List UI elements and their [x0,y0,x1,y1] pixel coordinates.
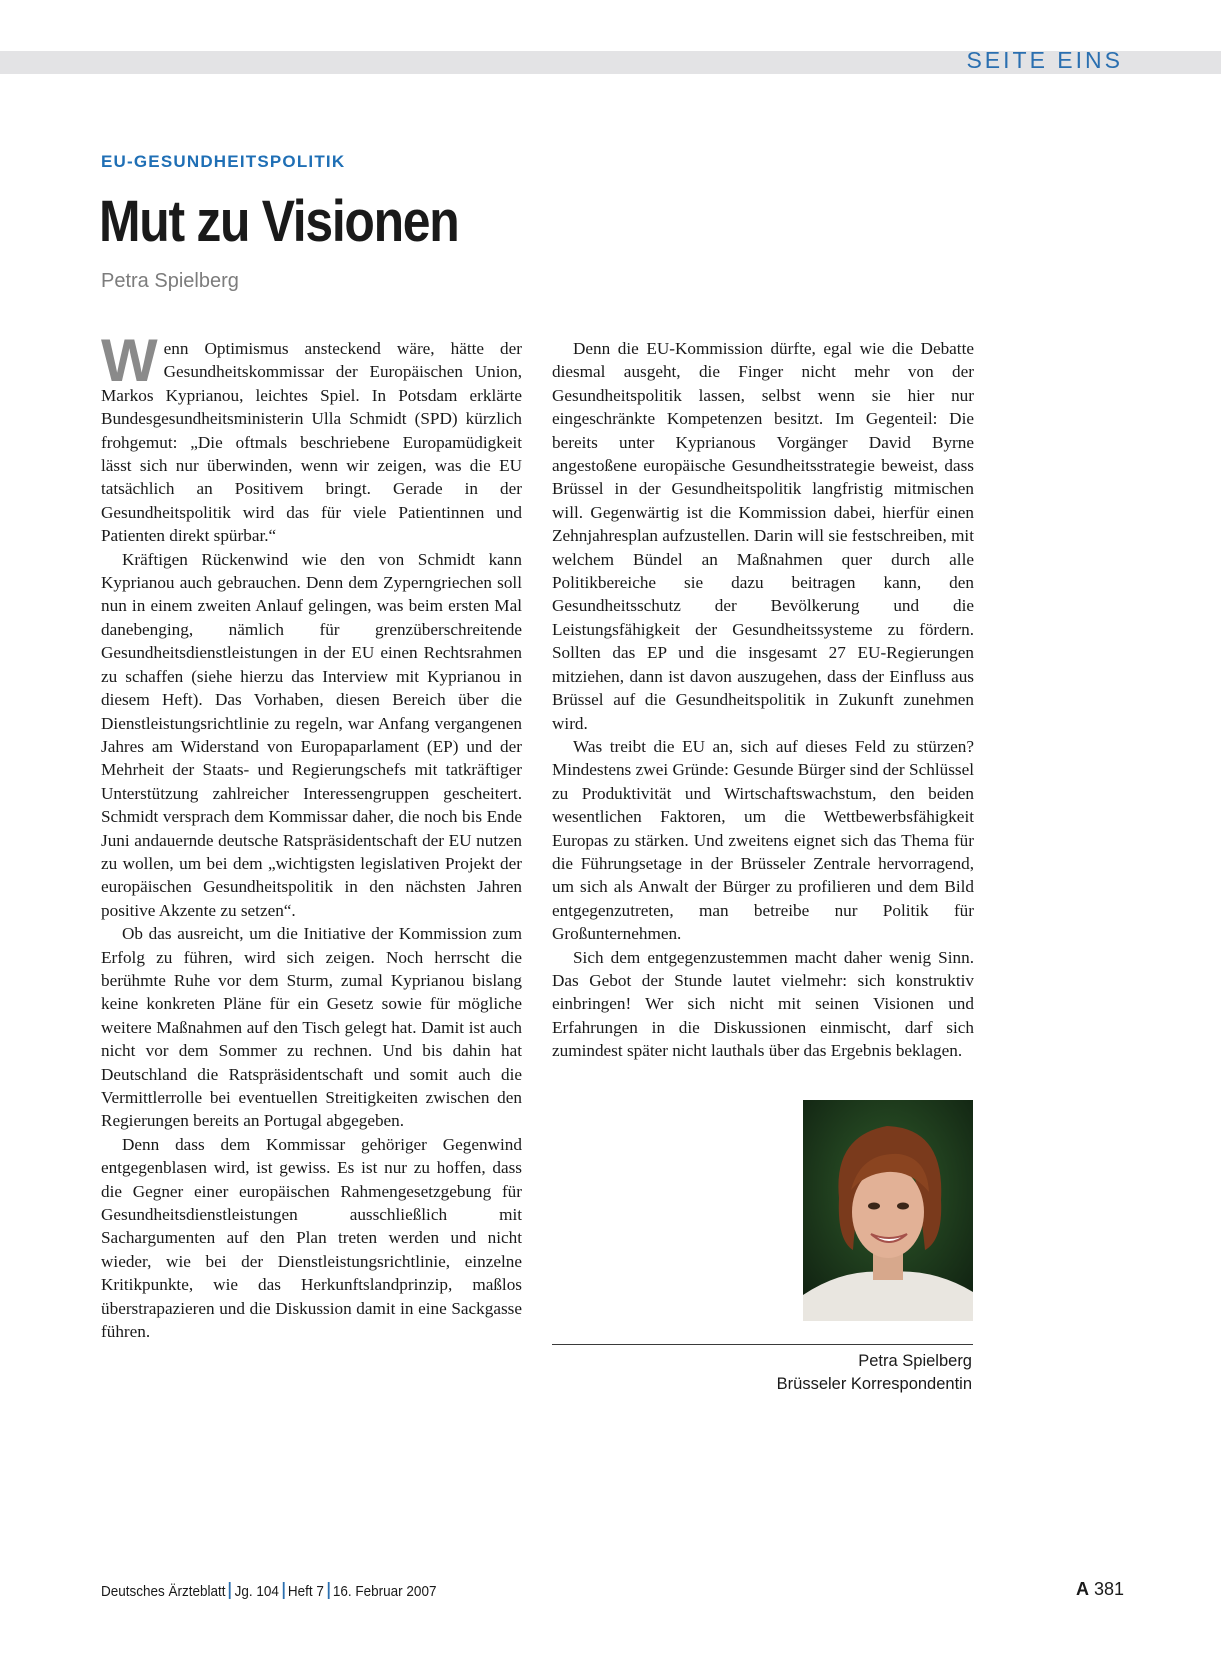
paragraph: Sich dem entgegenzustemmen macht daher wenig Sinn. Das Gebot der Stunde lautet vielmehr: sich konstruktiv einbringen! Wer sich nicht mit seinen Visionen und Erfahrungen in die Diskussionen einmischt, darf sich zumindest später nicht lauthals über das Ergebnis beklagen. [552,947,974,1061]
page-number-value: 381 [1093,1579,1124,1599]
article-column-left [101,327,522,1343]
volume: Jg. 104 [234,1583,279,1600]
section-label: SEITE EINS [966,47,1123,73]
paragraph-text: enn Optimismus ansteckend wäre, hätte der Gesundheitskommissar der Europäischen Union, Markos Kyprianou, leichtes Spiel. In Potsdam erklärte Bundesgesundheitsministerin Ulla Schmidt (SPD) kürzlich frohgemut: „Die oftmals beschriebene Europamüdigkeit lässt sich nur überwinden, wenn wir zeigen, was die EU tatsächlich an Positivem bringt. Gerade in der Gesundheitspolitik wird das für viele Patientinnen und Patienten direkt spürbar.“ [101,339,522,546]
caption-role: Brüsseler Korrespondentin [776,1375,972,1393]
caption-rule [552,1344,973,1345]
page-prefix: A [1075,1579,1089,1599]
footer-citation [101,1582,436,1600]
paragraph: Kräftigen Rückenwind wie den von Schmidt kann Kyprianou auch gebrauchen. Denn dem Zyperngriechen soll nun in einem zweiten Anlauf gelingen, was beim ersten Mal danebenging, nämlich für grenzüberschreitende Gesundheitsdienstleistungen in der EU einen Rechtsrahmen zu schaffen (siehe hierzu das Interview mit Kyprianou in diesem Heft). Das Vorhaben, diesen Bereich über die Dienstleistungsrichtlinie zu regeln, war Anfang vergangenen Jahres am Widerstand von Europaparlament (EP) und der Mehrheit der Staats- und Regierungschefs mit tatkräftiger Unterstützung zahlreicher Interessengruppen gescheitert. Schmidt versprach dem Kommissar daher, die noch bis Ende Juni andauernde deutsche Ratspräsidentschaft der EU nutzen zu wollen, um bei dem „wichtigsten legislativen Projekt der europäischen Gesundheitspolitik in den nächsten Jahren positive Akzente zu setzen“. [101,549,522,920]
article-kicker: EU-GESUNDHEITSPOLITIK [101,152,346,171]
publication-name: Deutsches Ärzteblatt [101,1583,226,1600]
footer-separator [282,1582,284,1599]
footer-separator [229,1582,231,1599]
author-photo [803,1100,973,1321]
author-portrait-image [803,1100,973,1321]
paragraph: Denn die EU-Kommission dürfte, egal wie die Debatte diesmal ausgeht, die Finger nicht mehr von der Gesundheitspolitik lassen, selbst wenn sie hier nur eingeschränkte Kompetenzen besitzt. Im Gegenteil: Die bereits unter Kyprianous Vorgänger David Byrne angestoßene europäische Gesundheitsstrategie beweist, dass Brüssel in der Gesundheitspolitik langfristig mitmischen will. Gegenwärtig ist die Kommission dabei, hierfür einen Zehnjahresplan aufzustellen. Darin will sie festschreiben, mit welchem Bündel an Maßnahmen quer durch alle Politikbereiche sie dazu beitragen kann, den Gesundheitsschutz der Bevölkerung und die Leistungsfähigkeit der Gesundheitssysteme zu fördern. Sollten das EP und die insgesamt 27 EU-Regierungen mitziehen, dann ist davon auszugehen, dass der Einfluss aus Brüssel auf die Gesundheitspolitik in Zukunft zunehmen wird. [552,339,974,733]
article-author: Petra Spielberg [101,270,239,292]
issue: Heft 7 [287,1583,324,1600]
article-column-right [552,337,974,1063]
caption-name: Petra Spielberg [858,1352,972,1370]
drop-cap: W [101,327,158,394]
paragraph: Denn dass dem Kommissar gehöriger Gegenwind entgegenblasen wird, ist gewiss. Es ist nur zu hoffen, dass die Gegner einer europäischen Rahmengesetzgebung für Gesundheitsdienstleistungen ausschließlich mit Sachargumenten auf den Plan treten werden und nicht wieder, wie bei der Dienstleistungsrichtlinie, einzelne Kritikpunkte, wie das Herkunftslandprinzip, maßlos überstrapazieren und die Diskussion damit in eine Sackgasse führen. [101,1134,522,1342]
photo-caption [777,1350,972,1396]
paragraph: Was treibt die EU an, sich auf dieses Feld zu stürzen? Mindestens zwei Gründe: Gesunde Bürger sind der Schlüssel zu Produktivität und Wirtschaftswachstum, den beiden wesentlichen Faktoren, um die Wettbewerbsfähigkeit Europas zu stärken. Und zweitens eignet sich das Thema für die Führungsetage in der Brüsseler Zentrale hervorragend, um sich als Anwalt der Bürger zu profilieren und dem Bild entgegenzutreten, man betreibe nur Politik für Großunternehmen. [552,736,974,944]
issue-date: 16. Februar 2007 [332,1583,437,1600]
paragraph: Ob das ausreicht, um die Initiative der Kommission zum Erfolg zu führen, wird sich zeigen. Noch herrscht die berühmte Ruhe vor dem Sturm, zumal Kyprianou bislang keine konkreten Pläne für ein Gesetz sowie für mögliche weitere Maßnahmen auf den Tisch gelegt hat. Damit ist auch nicht vor dem Sommer zu rechnen. Und bis dahin hat Deutschland die Ratspräsidentschaft und somit auch die Vermittlerrolle bei eventuellen Streitigkeiten zwischen den Regierungen bereits an Portugal abgegeben. [101,924,522,1131]
paragraph [101,327,522,548]
article-title: Mut zu Visionen [99,189,459,254]
page-number [1076,1579,1124,1600]
footer-separator [327,1582,329,1599]
